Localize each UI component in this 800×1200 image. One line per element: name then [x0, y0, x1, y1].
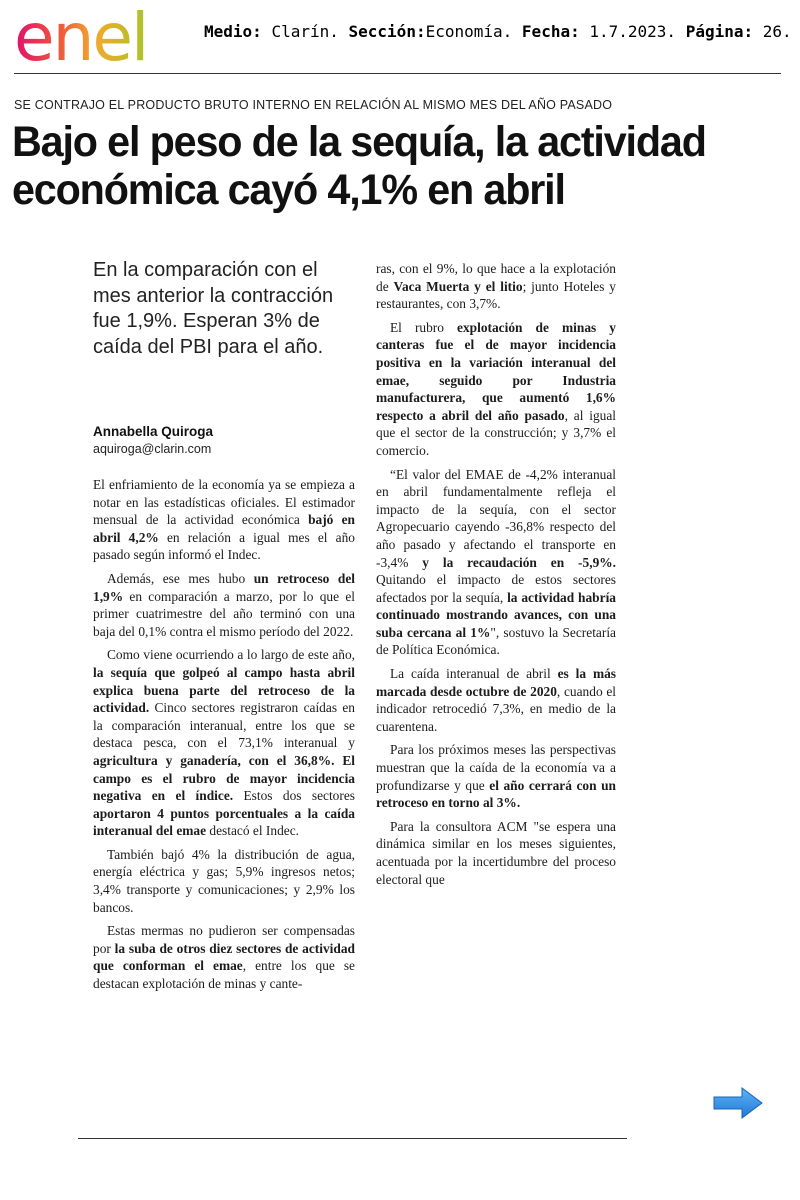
paragraph: Como viene ocurriendo a lo largo de este año, la sequía que golpeó al campo hasta abril explica buena parte del retroceso de la actividad. Cinco sectores registraron caídas en la comparación interanual, entre los que se destaca pesca, con el 73,1% interanual y agricultura y ganadería, con el 36,8%. El campo es el rubro de mayor incidencia negativa en el índice. Estos dos sectores aportaron 4 puntos porcentuales a la caída interanual del emae destacó el Indec.	[93, 647, 355, 839]
article-body-right-column	[376, 260, 616, 894]
header-divider	[14, 73, 781, 74]
paragraph: La caída interanual de abril es la más marcada desde octubre de 2020, cuando el indicador retrocedió 7,3%, en medio de la cuarentena.	[376, 666, 617, 734]
author-name: Annabella Quiroga	[93, 424, 214, 439]
enel-logo	[14, 4, 184, 70]
paragraph: ras, con el 9%, lo que hace a la explotación de Vaca Muerta y el litio; junto Hoteles y restaurantes, con 3,7%.	[376, 261, 617, 312]
paragraph: “El valor del EMAE de -4,2% interanual en abril fundamentalmente refleja el impacto de la sequía, con el sector Agropecuario cayendo -36,8% respecto del año pasado y afectando el transporte en -3,4% y la recaudación en -5,9%. Quitando el impacto de estos sectores afectados por la sequía, la actividad habría continuado mostrando avances, con una suba cercana al 1%", sostuvo la Secretaría de Política Económica.	[376, 466, 616, 658]
paragraph: Para la consultora ACM "se espera una dinámica similar en los meses siguientes, acentuada por la incertidumbre del proceso electoral que	[376, 818, 616, 887]
paragraph: Además, ese mes hubo un retroceso del 1,9% en comparación a marzo, por lo que el primer cuatrimestre del año terminó con una baja del 0,1% contra el mismo período del 2022.	[93, 570, 355, 639]
clipping-metadata: Medio: Clarín. Sección:Economía. Fecha: 1.7.2023. Página: 26.	[204, 22, 792, 41]
article-deck: En la comparación con el mes anterior la contracción fue 1,9%. Esperan 3% de caída del PBI para el año.	[93, 259, 334, 358]
paragraph: Para los próximos meses las perspectivas muestran que la caída de la economía va a profundizarse y que el año cerrará con un retroceso en torno al 3%.	[376, 742, 616, 811]
author-email: aquiroga@clarin.com	[93, 442, 212, 456]
arrow-right-icon[interactable]	[712, 1086, 764, 1120]
article-kicker: SE CONTRAJO EL PRODUCTO BRUTO INTERNO EN RELACIÓN AL MISMO MES DEL AÑO PASADO	[14, 98, 613, 112]
article-body-left-column	[93, 476, 355, 999]
footer-divider	[78, 1138, 627, 1139]
article-headline: Bajo el peso de la sequía, la actividad económica cayó 4,1% en abril	[12, 118, 706, 214]
paragraph: También bajó 4% la distribución de agua, energía eléctrica y gas; 5,9% ingresos netos; 3,4% transporte y comunicaciones; y 2,9% los bancos.	[93, 846, 355, 915]
paragraph: El enfriamiento de la economía ya se empieza a notar en las estadísticas oficiales. El estimador mensual de la actividad económica bajó en abril 4,2% en relación a igual mes el año pasado según informó el Indec.	[93, 477, 355, 563]
svg-text:enel: enel	[14, 4, 148, 70]
paragraph: Estas mermas no pudieron ser compensadas por la suba de otros diez sectores de actividad que conforman el emae, entre los que se destacan explotación de minas y cante-	[93, 923, 355, 992]
header	[0, 0, 800, 76]
paragraph: El rubro explotación de minas y canteras fue el de mayor incidencia positiva en la variación interanual del emae, seguido por Industria manufacturera, que aumentó 1,6% respecto a abril del año pasado, al igual que el sector de la construcción; y 3,7% el comercio.	[376, 319, 616, 458]
